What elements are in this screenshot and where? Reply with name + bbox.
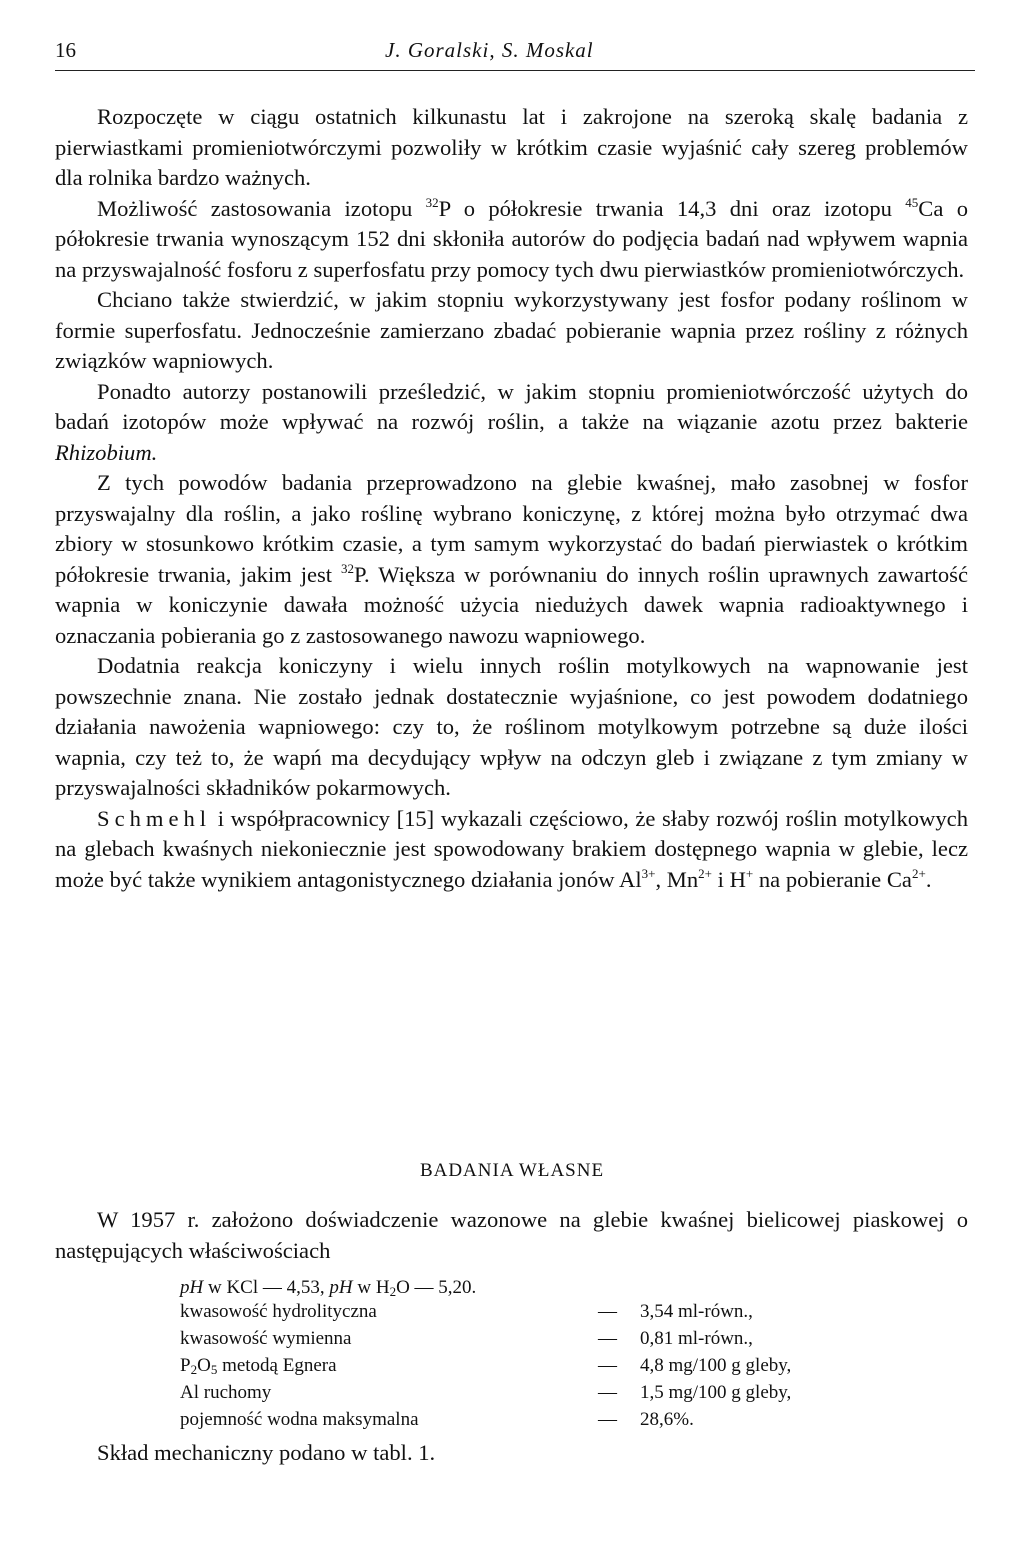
property-row: Al ruchomy — 1,5 mg/100 g gleby, bbox=[180, 1382, 792, 1403]
ph-line: pH w KCl — 4,53, pH w $H_2O$ — 5,20. bbox=[180, 1277, 477, 1299]
section-heading: BADANIA WŁASNE bbox=[419, 1160, 605, 1181]
paragraph-6: Dodatnia reakcja koniczyny i wielu innych roślin motylkowych na wapnowanie jest powszechnie znana. Nie zostało jednak dostatecznie wyjaśnione, co jest powodem dodatniego działania nawożenia wapniowego: czy to, że roślinom motylkowym potrzebne są duże ilości wapnia, czy też to, że wapń ma decydujący wpływ na odczyn gleb i związane z tym zmiany w przyswajalności składników pokarmowych. bbox=[55, 653, 968, 800]
paragraph-2: Możliwość zastosowania izotopu $^{32}$P o półokresie trwania 14,3 dni oraz izotopu $^{45}$Ca o półokresie trwania wynoszącym 152 dni skłoniła autorów do podjęcia badań nad wpływem wapnia na przyswajalność fosforu z superfosfatu przy pomocy tych dwu pierwiastków promieniotwórczych. bbox=[55, 194, 968, 282]
property-row: pojemność wodna maksymalna — 28,6%. bbox=[180, 1409, 694, 1430]
paragraph-5: Z tych powodów badania przeprowadzono na glebie kwaśnej, mało zasobnej w fosfor przyswajalny dla roślin, a jako roślinę wybrano koniczynę, z której można było otrzymać dwa zbiory w stosunkowo krótkim czasie, a tym samym wykorzystać do badań pierwiastek o krótkim półokresie trwania, jakim jest $^{32}$P. Większa w porównaniu do innych roślin uprawnych zawartość wapnia w koniczynie dawała możność użycia niedużych dawek wapnia radioaktywnego i oznaczania pobierania go z zastosowanego nawozu wapniowego. bbox=[55, 470, 968, 648]
body-text bbox=[55, 102, 968, 895]
paragraph-3: Chciano także stwierdzić, w jakim stopniu wykorzystywany jest fosfor podany roślinom w formie superfosfatu. Jednocześnie zamierzano zbadać pobieranie wapnia przez rośliny z różnych związków wapniowych. bbox=[55, 287, 968, 373]
final-line: Skład mechaniczny podano w tabl. 1. bbox=[97, 1440, 436, 1465]
header-rule bbox=[55, 70, 975, 71]
section-intro bbox=[55, 1205, 968, 1266]
paragraph-intro: W 1957 r. założono doświadczenie wazonowe na glebie kwaśnej bielicowej piaskowej o następujących właściwościach bbox=[55, 1207, 968, 1263]
author-name-schmehl: Schmehl bbox=[97, 805, 212, 831]
paragraph-7: Schmehl i współpracownicy [15] wykazali częściowo, że słaby rozwój roślin motylkowych na glebach kwaśnych niekoniecznie jest spowodowany brakiem dostępnego wapnia w glebie, lecz może być także wynikiem antagonistycznego działania jonów $Al^{3+}$, $Mn^{2+}$ i H+ na pobieranie $Ca^{2+}$. bbox=[55, 805, 968, 892]
paragraph-4: Ponadto autorzy postanowili prześledzić, w jakim stopniu promieniotwórczość użytych do badań izotopów może wpływać na rozwój roślin, a także na wiązanie azotu przez bakterie Rhizobium. bbox=[55, 378, 968, 465]
property-row: $P_2O_5$ metodą Egnera — 4,8 mg/100 g gleby, bbox=[180, 1355, 792, 1377]
property-row: kwasowość hydrolityczna — 3,54 ml-równ., bbox=[180, 1301, 753, 1322]
page-header bbox=[55, 38, 975, 68]
paragraph-1: Rozpoczęte w ciągu ostatnich kilkunastu lat i zakrojone na szeroką skalę badania z pierwiastkami promieniotwórczymi pozwoliły w krótkim czasie wyjaśnić cały szereg problemów dla rolnika bardzo ważnych. bbox=[55, 104, 968, 190]
property-row: kwasowość wymienna — 0,81 ml-równ., bbox=[180, 1328, 753, 1349]
running-head-authors: J. Goralski, S. Moskal bbox=[385, 38, 594, 62]
page-number: 16 bbox=[55, 38, 76, 62]
